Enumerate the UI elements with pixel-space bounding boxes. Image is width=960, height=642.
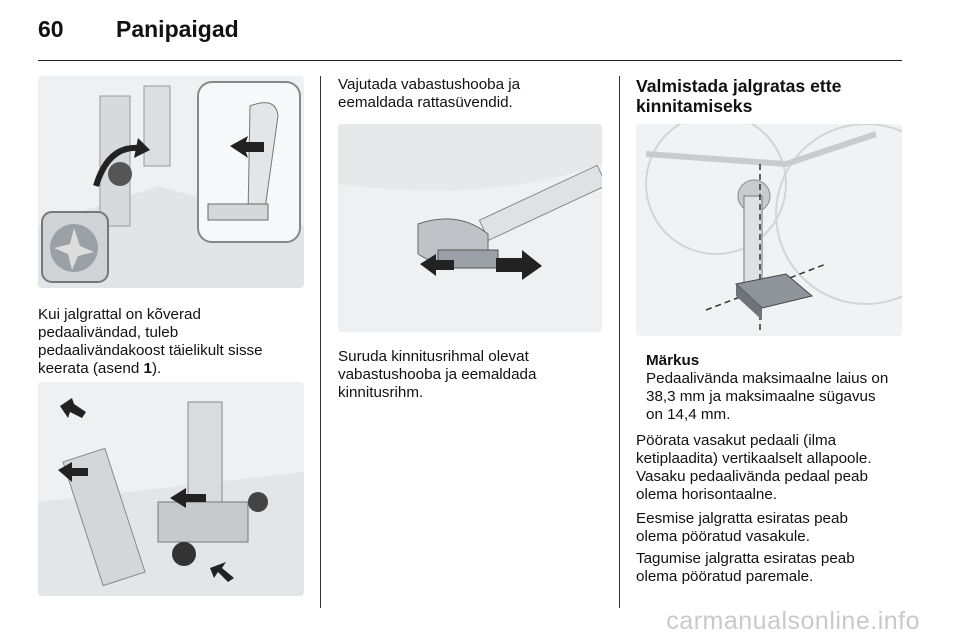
- column-separator-2: [619, 76, 620, 608]
- note-block: Märkus Pedaalivända maksimaalne laius on 38,3 mm ja maksimaalne sügavus on 14,4 mm.: [646, 352, 889, 423]
- position-number: 1: [143, 360, 152, 377]
- col2-paragraph-2: Suruda kinnitusrihmal olevat vabastushooba ja eemaldada kinnitusrihm.: [338, 348, 537, 401]
- header-rule: [38, 60, 902, 61]
- page-title: Panipaigad: [116, 16, 239, 42]
- col3-paragraph-3: Tagumise jalgratta esiratas peab olema pööratud paremale.: [636, 550, 855, 585]
- col2-paragraph-1: Vajutada vabastushooba ja eemaldada rattasüvendid.: [338, 76, 521, 111]
- section-heading: Valmistada jalgratas ette kinnitamiseks: [636, 76, 842, 116]
- figure-pedal-crank-inset: [38, 76, 304, 288]
- col3-paragraph-1: Pöörata vasakut pedaali (ilma ketiplaadita) vertikaalselt allapoole. Vasaku pedaalivända pedaal peab olema horisontaalne.: [636, 432, 872, 503]
- page-number: 60: [38, 16, 64, 42]
- col3-paragraph-2: Eesmise jalgratta esiratas peab olema pööratud vasakule.: [636, 510, 848, 545]
- watermark: carmanualsonline.info: [666, 607, 920, 635]
- note-title: Märkus: [646, 352, 700, 369]
- page-header: [38, 16, 239, 56]
- figure-carrier-release: [38, 382, 304, 596]
- figure-pedal-position: [636, 124, 902, 336]
- column-separator-1: [320, 76, 321, 608]
- col1-paragraph: Kui jalgrattal on kõverad pedaalivändad, tuleb pedaalivändakoost täielikult sisse keerata (asend 1).: [38, 306, 263, 377]
- figure-strap-release: [338, 124, 602, 332]
